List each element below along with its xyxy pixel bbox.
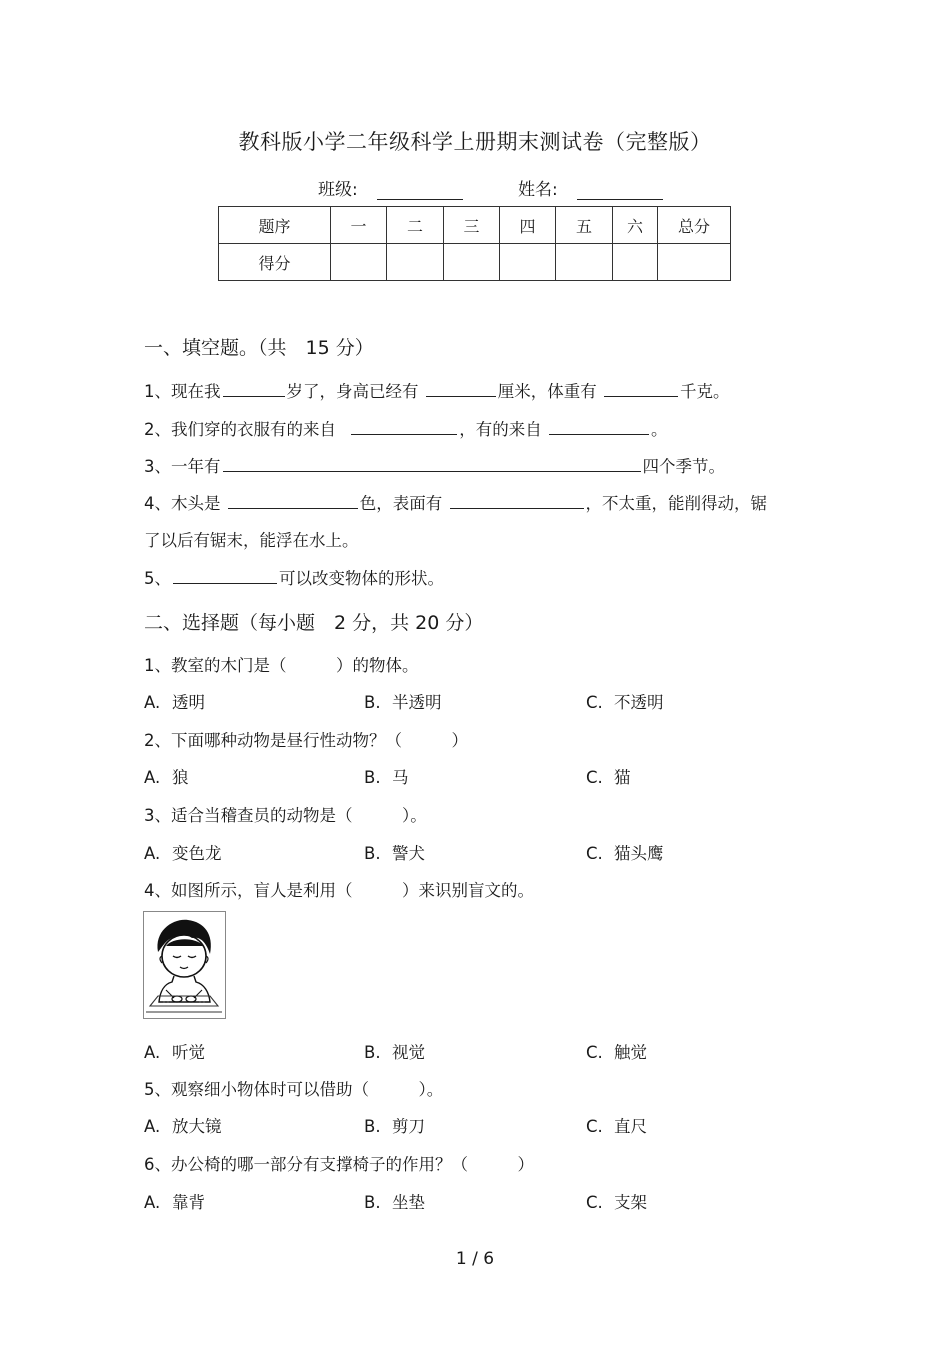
answer-blank[interactable] bbox=[450, 492, 584, 509]
fill-question-1 bbox=[144, 378, 730, 402]
header-cell: 三 bbox=[444, 207, 500, 244]
answer-blank[interactable] bbox=[604, 380, 678, 397]
header-cell: 六 bbox=[613, 207, 658, 244]
section1-heading: 一、填空题。（共 15 分） bbox=[144, 337, 374, 359]
q-text: 可以改变物体的形状。 bbox=[279, 569, 444, 588]
option-text: 半透明 bbox=[392, 693, 442, 712]
option-a[interactable] bbox=[144, 689, 205, 713]
score-cell[interactable] bbox=[331, 244, 387, 281]
option-text: 直尺 bbox=[614, 1117, 647, 1136]
score-cell[interactable] bbox=[500, 244, 556, 281]
option-letter: C. bbox=[586, 768, 603, 787]
answer-blank[interactable] bbox=[426, 380, 496, 397]
class-blank[interactable] bbox=[377, 181, 463, 200]
answer-blank[interactable] bbox=[223, 380, 285, 397]
option-c[interactable] bbox=[586, 689, 664, 713]
q-text: 千克。 bbox=[680, 382, 730, 401]
option-letter: A. bbox=[144, 693, 161, 712]
header-cell: 四 bbox=[500, 207, 556, 244]
option-a[interactable] bbox=[144, 1113, 222, 1137]
score-table-score-row bbox=[219, 244, 731, 281]
option-letter: C. bbox=[586, 1043, 603, 1062]
option-letter: A. bbox=[144, 1193, 161, 1212]
q-text: 色，表面有 bbox=[359, 494, 443, 513]
name-field bbox=[518, 175, 663, 200]
option-c[interactable] bbox=[586, 1039, 647, 1063]
option-letter: B. bbox=[364, 1117, 381, 1136]
q-text: 1、现在我 bbox=[144, 382, 221, 401]
option-b[interactable] bbox=[364, 689, 442, 713]
option-b[interactable] bbox=[364, 1113, 425, 1137]
choice-question-6-stem: 6、办公椅的哪一部分有支撑椅子的作用？（ ） bbox=[144, 1155, 534, 1174]
option-text: 支架 bbox=[614, 1193, 647, 1212]
choice-question-3-stem: 3、适合当稽查员的动物是（ ）。 bbox=[144, 806, 427, 825]
option-text: 剪刀 bbox=[392, 1117, 425, 1136]
option-text: 触觉 bbox=[614, 1043, 647, 1062]
option-text: 狼 bbox=[172, 768, 189, 787]
option-letter: B. bbox=[364, 693, 381, 712]
page-title: 教科版小学二年级科学上册期末测试卷（完整版） bbox=[238, 130, 712, 154]
option-a[interactable] bbox=[144, 840, 222, 864]
option-b[interactable] bbox=[364, 1189, 425, 1213]
class-label: 班级: bbox=[318, 180, 358, 200]
name-label: 姓名: bbox=[518, 180, 558, 200]
option-text: 警犬 bbox=[392, 844, 425, 863]
option-letter: A. bbox=[144, 1117, 161, 1136]
fill-question-5 bbox=[144, 565, 444, 589]
option-letter: B. bbox=[364, 1043, 381, 1062]
option-letter: A. bbox=[144, 1043, 161, 1062]
option-letter: C. bbox=[586, 844, 603, 863]
q-text: 厘米，体重有 bbox=[497, 382, 597, 401]
choice-question-4-stem: 4、如图所示，盲人是利用（ ）来识别盲文的。 bbox=[144, 881, 534, 900]
option-letter: B. bbox=[364, 1193, 381, 1212]
score-cell[interactable] bbox=[613, 244, 658, 281]
section2-heading: 二、选择题（每小题 2 分，共 20 分） bbox=[144, 612, 484, 634]
option-a[interactable] bbox=[144, 1039, 205, 1063]
option-c[interactable] bbox=[586, 1189, 647, 1213]
class-field bbox=[318, 175, 463, 200]
option-b[interactable] bbox=[364, 764, 409, 788]
q-text: ，有的来自 bbox=[459, 420, 542, 439]
option-c[interactable] bbox=[586, 1113, 647, 1137]
q-text: 岁了，身高已经有 bbox=[286, 382, 419, 401]
header-cell: 五 bbox=[556, 207, 613, 244]
q-text: ，不太重，能削得动，锯 bbox=[585, 494, 767, 513]
option-text: 猫 bbox=[614, 768, 631, 787]
option-text: 听觉 bbox=[172, 1043, 205, 1062]
answer-blank[interactable] bbox=[228, 492, 358, 509]
option-letter: B. bbox=[364, 768, 381, 787]
q-text: 3、一年有 bbox=[144, 457, 221, 476]
q-text: 4、木头是 bbox=[144, 494, 221, 513]
fill-question-4-cont: 了以后有锯末，能浮在水上。 bbox=[144, 531, 359, 550]
fill-question-4 bbox=[144, 490, 767, 514]
score-cell[interactable] bbox=[444, 244, 500, 281]
option-c[interactable] bbox=[586, 840, 664, 864]
choice-question-5-stem: 5、观察细小物体时可以借助（ ）。 bbox=[144, 1080, 444, 1099]
option-text: 变色龙 bbox=[172, 844, 222, 863]
option-text: 坐垫 bbox=[392, 1193, 425, 1212]
score-table-header-row bbox=[219, 207, 731, 244]
option-text: 马 bbox=[392, 768, 409, 787]
name-blank[interactable] bbox=[577, 181, 663, 200]
fill-question-2 bbox=[144, 416, 668, 440]
option-text: 放大镜 bbox=[172, 1117, 222, 1136]
option-text: 视觉 bbox=[392, 1043, 425, 1062]
score-cell[interactable] bbox=[387, 244, 444, 281]
option-b[interactable] bbox=[364, 1039, 425, 1063]
answer-blank[interactable] bbox=[351, 418, 457, 435]
option-text: 猫头鹰 bbox=[614, 844, 664, 863]
option-b[interactable] bbox=[364, 840, 425, 864]
score-cell[interactable] bbox=[556, 244, 613, 281]
choice-question-2-stem: 2、下面哪种动物是昼行性动物？（ ） bbox=[144, 731, 468, 750]
header-cell: 总分 bbox=[658, 207, 731, 244]
blind-reader-illustration bbox=[143, 911, 226, 1019]
answer-blank[interactable] bbox=[173, 567, 277, 584]
header-cell: 一 bbox=[331, 207, 387, 244]
score-table bbox=[218, 206, 731, 281]
fill-question-3 bbox=[144, 453, 725, 477]
q-text: 5、 bbox=[144, 569, 171, 588]
option-letter: A. bbox=[144, 768, 161, 787]
choice-question-1-stem: 1、教室的木门是（ ）的物体。 bbox=[144, 656, 419, 675]
header-cell: 二 bbox=[387, 207, 444, 244]
q-text: 2、我们穿的衣服有的来自 bbox=[144, 420, 336, 439]
option-text: 透明 bbox=[172, 693, 205, 712]
score-cell[interactable] bbox=[658, 244, 731, 281]
option-letter: C. bbox=[586, 1193, 603, 1212]
option-text: 不透明 bbox=[614, 693, 664, 712]
page-indicator: 1 / 6 bbox=[455, 1249, 495, 1269]
option-a[interactable] bbox=[144, 764, 189, 788]
option-letter: A. bbox=[144, 844, 161, 863]
option-text: 靠背 bbox=[172, 1193, 205, 1212]
answer-blank[interactable] bbox=[223, 455, 641, 472]
header-cell: 题序 bbox=[219, 207, 331, 244]
option-letter: C. bbox=[586, 1117, 603, 1136]
q-text: 。 bbox=[651, 420, 668, 439]
answer-blank[interactable] bbox=[549, 418, 649, 435]
option-a[interactable] bbox=[144, 1189, 205, 1213]
option-letter: C. bbox=[586, 693, 603, 712]
option-c[interactable] bbox=[586, 764, 631, 788]
option-letter: B. bbox=[364, 844, 381, 863]
boy-reading-braille-icon bbox=[144, 912, 225, 1018]
row-label-cell: 得分 bbox=[219, 244, 331, 281]
q-text: 四个季节。 bbox=[642, 457, 725, 476]
